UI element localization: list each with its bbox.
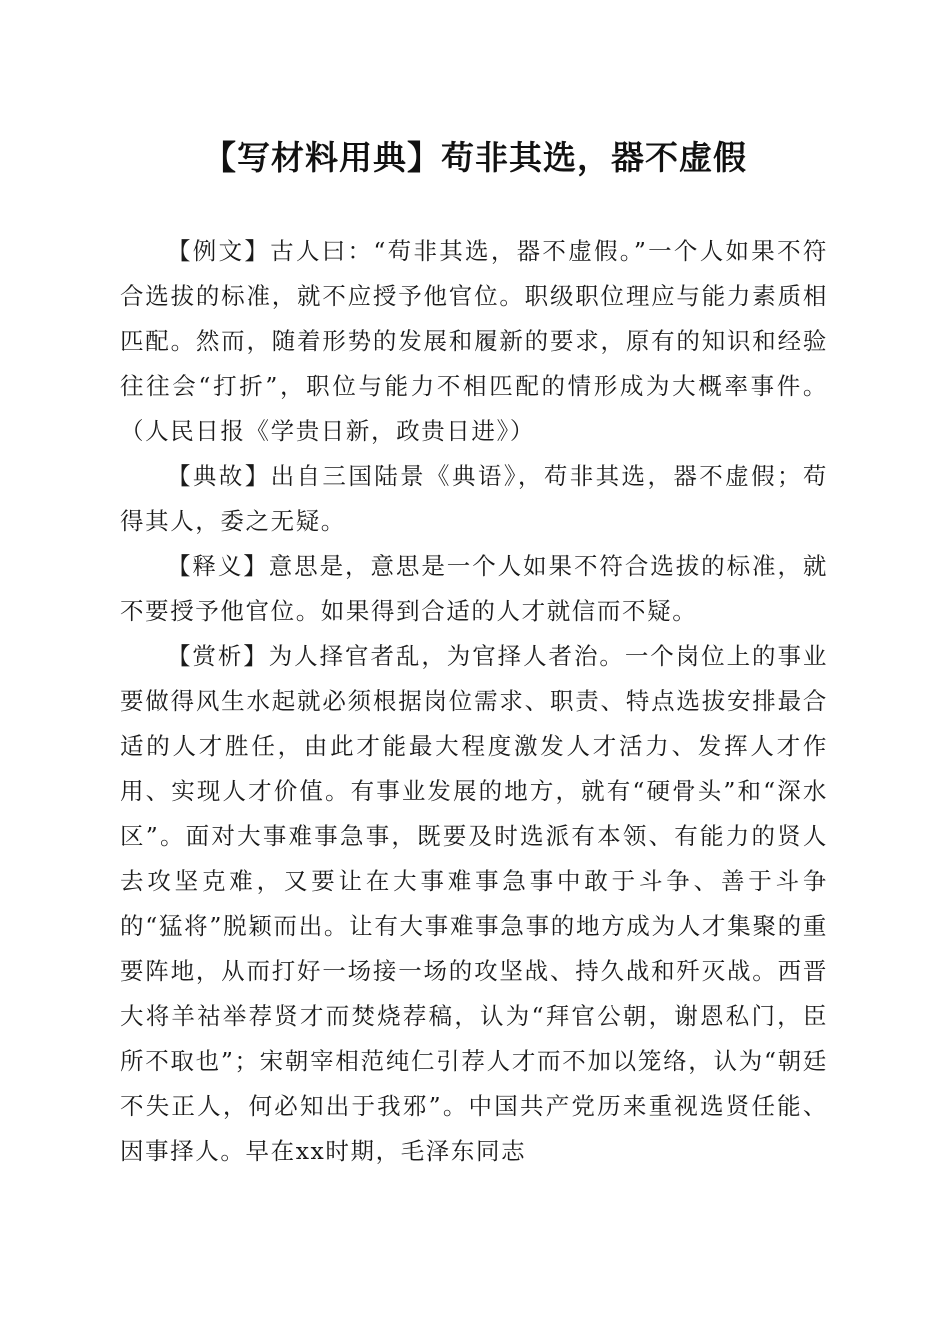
section-label-appreciation: 【赏析】 [167,642,269,670]
paragraph-meaning [120,544,828,634]
section-text-appreciation: 为人择官者乱，为官择人者治。一个岗位上的事业要做得风生水起就必须根据岗位需求、职责、特点选拔安排最合适的人才胜任，由此才能最大程度激发人才活力、发挥人才作用、实现人才价值。有事业发展的地方，就有“硬骨头”和“深水区”。面对大事难事急事，既要及时选派有本领、有能力的贤人去攻坚克难，又要让在大事难事急事中敢于斗争、善于斗争的“猛将”脱颖而出。让有大事难事急事的地方成为人才集聚的重要阵地，从而打好一场接一场的攻坚战、持久战和歼灭战。西晋大将羊祜举荐贤才而焚烧荐稿，认为“拜官公朝，谢恩私门，臣所不取也”；宋朝宰相范纯仁引荐人才而不加以笼络，认为“朝廷不失正人，何必知出于我邪”。中国共产党历来重视选贤任能、因事择人。早在xx时期，毛泽东同志 [120,642,828,1165]
section-label-meaning: 【释义】 [167,552,269,580]
document-body [120,229,828,1174]
section-text-example: 古人曰：“苟非其选，器不虚假。”一个人如果不符合选拔的标准，就不应授予他官位。职级职位理应与能力素质相匹配。然而，随着形势的发展和履新的要求，原有的知识和经验往往会“打折”，职位与能力不相匹配的情形成为大概率事件。（人民日报《学贵日新，政贵日进》） [120,237,828,445]
section-label-allusion: 【典故】 [167,462,271,490]
section-label-example: 【例文】 [167,237,271,265]
paragraph-allusion [120,454,828,544]
paragraph-appreciation [120,634,828,1174]
document-title: 【写材料用典】苟非其选，器不虚假 [203,138,747,177]
section-text-meaning: 意思是，意思是一个人如果不符合选拔的标准，就不要授予他官位。如果得到合适的人才就信而不疑。 [120,552,828,625]
paragraph-example [120,229,828,454]
section-text-allusion: 出自三国陆景《典语》，苟非其选，器不虚假；苟得其人，委之无疑。 [120,462,828,535]
